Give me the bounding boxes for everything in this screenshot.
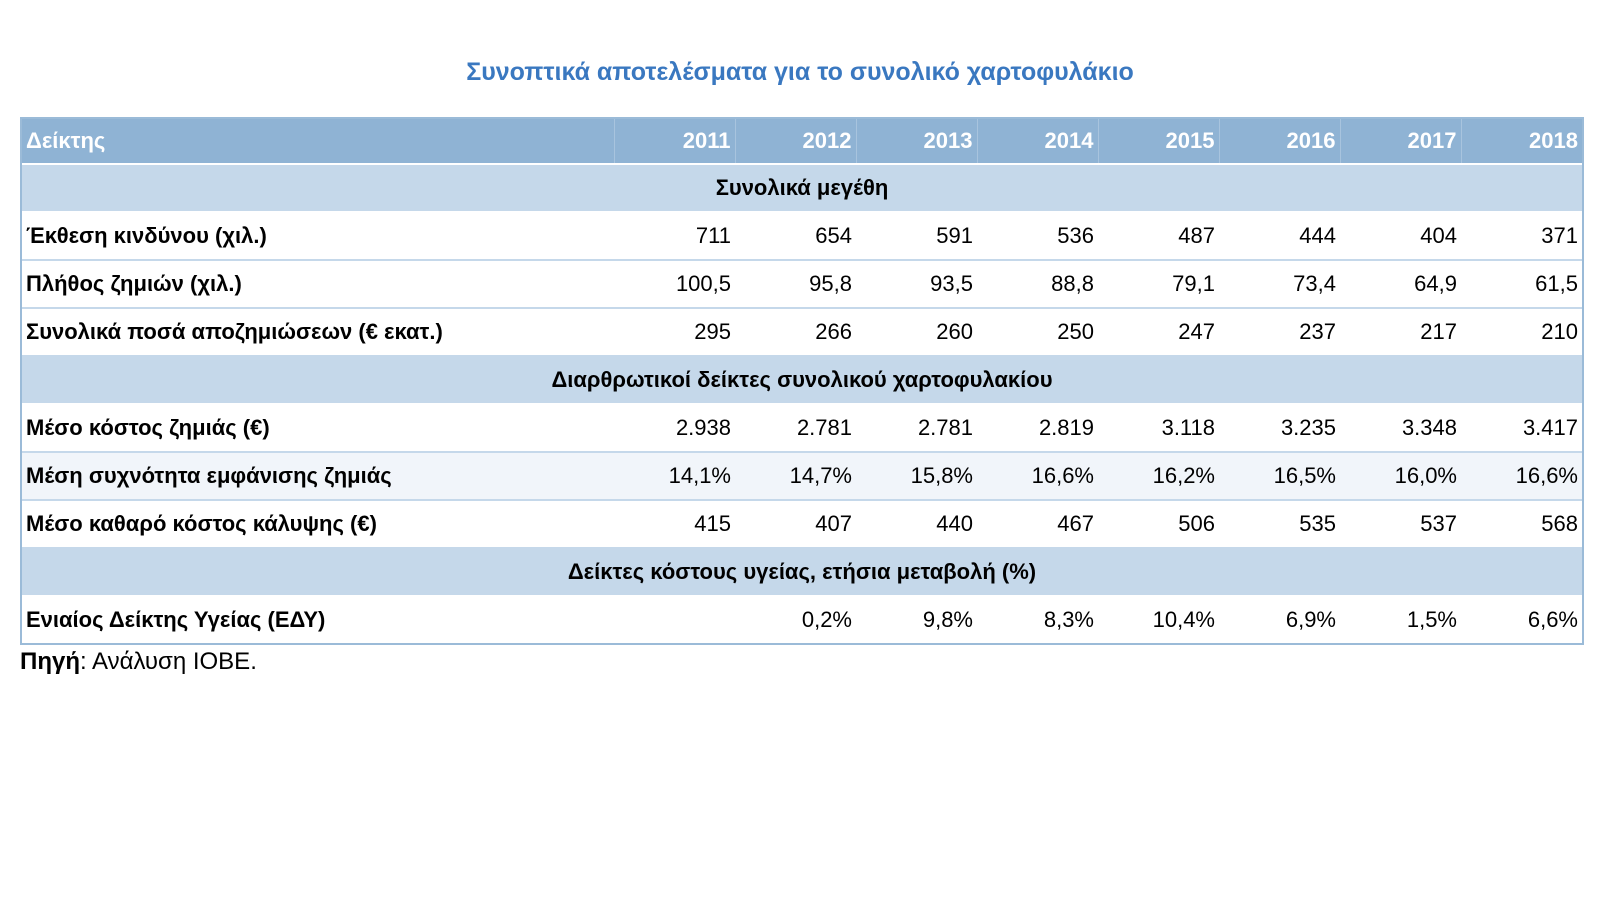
header-label: Δείκτης <box>22 119 614 164</box>
table-cell: 536 <box>977 212 1098 260</box>
table-cell: 415 <box>614 500 735 548</box>
table-cell: 537 <box>1340 500 1461 548</box>
table-cell: 0,2% <box>801 607 852 632</box>
section-heading: Δείκτες κόστους υγείας, ετήσια μεταβολή (%) <box>22 548 1582 596</box>
table-cell: 444 <box>1219 212 1340 260</box>
section-heading: Συνολικά μεγέθη <box>22 164 1582 212</box>
table-cell: 15,8% <box>856 452 977 500</box>
summary-table <box>20 117 1584 645</box>
table-cell: 217 <box>1340 308 1461 356</box>
year-header: 2017 <box>1340 119 1461 164</box>
table-cell: 6,6% <box>1527 607 1578 632</box>
table-cell: 440 <box>856 500 977 548</box>
table-cell: 2.781 <box>856 404 977 452</box>
table-title: Συνοπτικά αποτελέσματα για το συνολικό χαρτοφυλάκιο <box>466 58 1134 86</box>
table-cell: 250 <box>977 308 1098 356</box>
table-cell: 404 <box>1340 212 1461 260</box>
row-label: Μέσο κόστος ζημιάς (€) <box>22 404 614 452</box>
table-cell: 64,9 <box>1340 260 1461 308</box>
header-row <box>22 119 1582 164</box>
table-cell: 3.348 <box>1340 404 1461 452</box>
table-cell: 467 <box>977 500 1098 548</box>
year-header: 2011 <box>614 119 735 164</box>
table-cell: 654 <box>735 212 856 260</box>
year-header: 2016 <box>1219 119 1340 164</box>
table-cell: 93,5 <box>856 260 977 308</box>
table-cell: 2.938 <box>614 404 735 452</box>
table-cell: 210 <box>1461 308 1582 356</box>
year-header: 2018 <box>1461 119 1582 164</box>
table-cell: 14,1% <box>614 452 735 500</box>
table-row <box>22 260 1582 308</box>
row-label: Συνολικά ποσά αποζημιώσεων (€ εκατ.) <box>22 308 614 356</box>
table-row <box>22 212 1582 260</box>
table-cell: 266 <box>735 308 856 356</box>
section-heading: Διαρθρωτικοί δείκτες συνολικού χαρτοφυλακίου <box>22 356 1582 404</box>
table-cell: 237 <box>1219 308 1340 356</box>
table-row <box>22 404 1582 452</box>
row-label: Έκθεση κινδύνου (χιλ.) <box>22 212 614 260</box>
table-cell: 2.819 <box>977 404 1098 452</box>
section-header-row <box>22 356 1582 404</box>
table-cell: 3.417 <box>1461 404 1582 452</box>
table-cell: 16,5% <box>1219 452 1340 500</box>
table-cell: 88,8 <box>977 260 1098 308</box>
table-cell: 16,0% <box>1340 452 1461 500</box>
source-note <box>20 648 257 676</box>
table-cell: 711 <box>614 212 735 260</box>
table-row <box>22 500 1582 548</box>
source-text: : Ανάλυση ΙΟΒΕ. <box>80 648 257 675</box>
table-cell: 79,1 <box>1098 260 1219 308</box>
table-row <box>22 308 1582 356</box>
table-cell: 535 <box>1219 500 1340 548</box>
table-cell: 100,5 <box>614 260 735 308</box>
table-cell <box>614 596 735 643</box>
table-cell: 8,3% <box>1043 607 1094 632</box>
table-cell: 1,5% <box>1406 607 1457 632</box>
row-label: Ενιαίος Δείκτης Υγείας (ΕΔΥ) <box>26 607 326 632</box>
source-label: Πηγή <box>20 648 80 675</box>
table-cell: 247 <box>1098 308 1219 356</box>
table-cell: 487 <box>1098 212 1219 260</box>
table-cell: 506 <box>1098 500 1219 548</box>
year-header: 2013 <box>856 119 977 164</box>
table-cell: 3.118 <box>1098 404 1219 452</box>
section-header-row <box>22 548 1582 596</box>
table-cell: 407 <box>735 500 856 548</box>
table-cell: 568 <box>1461 500 1582 548</box>
year-header: 2012 <box>735 119 856 164</box>
table-cell: 6,9% <box>1285 607 1336 632</box>
table-cell: 260 <box>856 308 977 356</box>
table-cell: 9,8% <box>922 607 973 632</box>
table-row <box>22 596 1582 643</box>
table-cell: 10,4% <box>1152 607 1215 632</box>
table-cell: 16,6% <box>1461 452 1582 500</box>
table-cell: 371 <box>1461 212 1582 260</box>
table-cell: 16,6% <box>977 452 1098 500</box>
table-row <box>22 452 1582 500</box>
table-cell: 61,5 <box>1461 260 1582 308</box>
table-cell: 14,7% <box>735 452 856 500</box>
row-label: Πλήθος ζημιών (χιλ.) <box>22 260 614 308</box>
table-cell: 95,8 <box>735 260 856 308</box>
table-cell: 2.781 <box>735 404 856 452</box>
row-label: Μέσο καθαρό κόστος κάλυψης (€) <box>22 500 614 548</box>
section-header-row <box>22 164 1582 212</box>
table-cell: 73,4 <box>1219 260 1340 308</box>
table-cell: 3.235 <box>1219 404 1340 452</box>
row-label: Μέση συχνότητα εμφάνισης ζημιάς <box>22 452 614 500</box>
year-header: 2014 <box>977 119 1098 164</box>
table-cell: 591 <box>856 212 977 260</box>
table-cell: 16,2% <box>1098 452 1219 500</box>
year-header: 2015 <box>1098 119 1219 164</box>
table-cell: 295 <box>614 308 735 356</box>
